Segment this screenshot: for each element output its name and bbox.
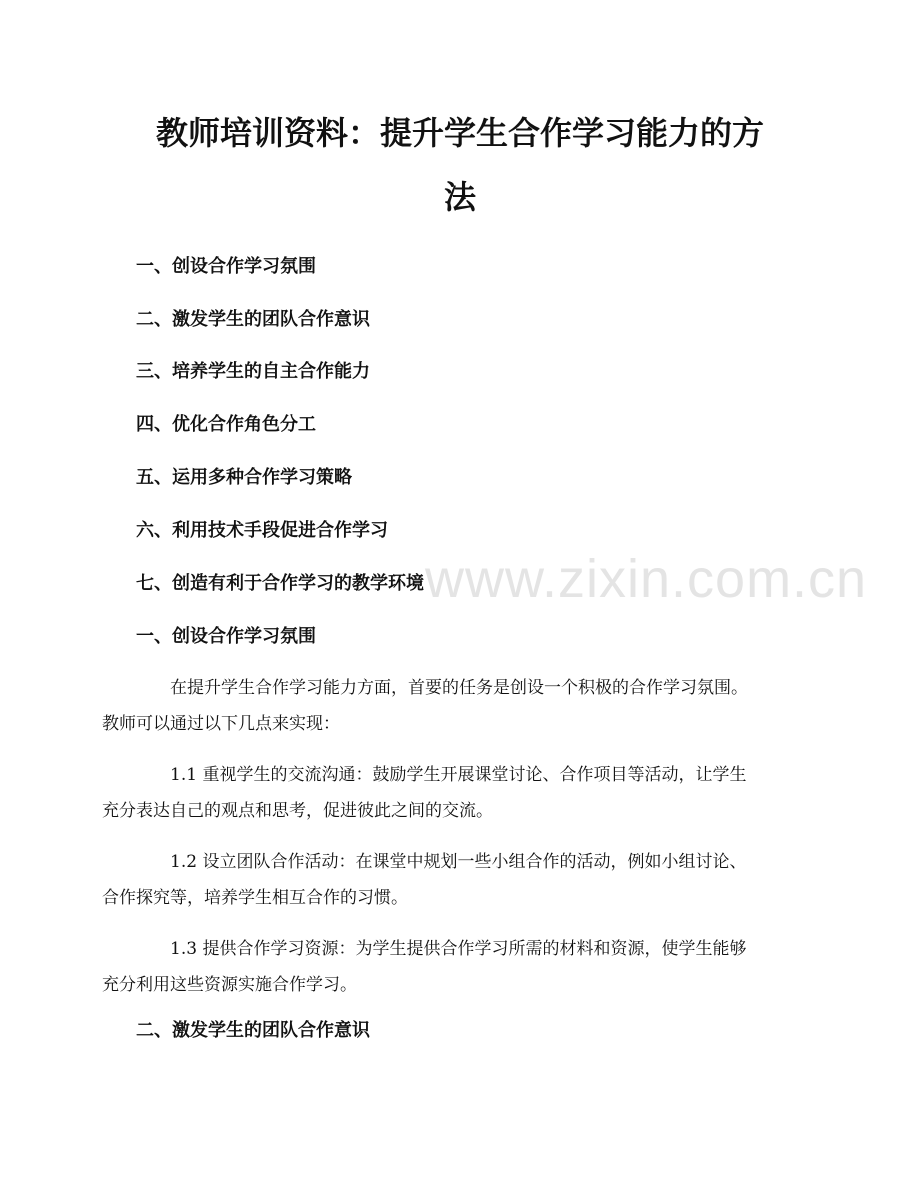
watermark: www.zixin.com.cn	[425, 549, 868, 609]
paragraph-1-2-line-1: 1.2 设立团队合作活动：在课堂中规划一些小组合作的活动，例如小组讨论、	[170, 852, 747, 872]
paragraph-1-1	[102, 757, 784, 829]
document-title-line-2: 法	[443, 178, 476, 216]
paragraph-1-3-line-2: 充分利用这些资源实施合作学习。	[102, 975, 357, 995]
paragraph-1-2-line-2: 合作探究等，培养学生相互合作的习惯。	[102, 888, 408, 908]
paragraph-1-2	[102, 844, 784, 916]
toc-item-3: 三、培养学生的自主合作能力	[136, 361, 370, 382]
toc-item-4: 四、优化合作角色分工	[136, 414, 316, 435]
paragraph-1-1-line-1: 1.1 重视学生的交流沟通：鼓励学生开展课堂讨论、合作项目等活动，让学生	[170, 765, 747, 785]
toc-item-6: 六、利用技术手段促进合作学习	[136, 520, 388, 541]
section-1-intro-line-2: 教师可以通过以下几点来实现：	[102, 714, 340, 734]
section-1-intro	[102, 670, 784, 742]
section-2-heading: 二、激发学生的团队合作意识	[136, 1020, 370, 1041]
section-1-heading: 一、创设合作学习氛围	[136, 626, 316, 647]
paragraph-1-1-line-2: 充分表达自己的观点和思考，促进彼此之间的交流。	[102, 801, 493, 821]
paragraph-1-3-line-1: 1.3 提供合作学习资源：为学生提供合作学习所需的材料和资源，使学生能够	[170, 939, 747, 959]
paragraph-1-3	[102, 931, 784, 1003]
document-title-line-1: 教师培训资料：提升学生合作学习能力的方	[155, 114, 764, 152]
toc-item-1: 一、创设合作学习氛围	[136, 256, 316, 277]
toc-item-5: 五、运用多种合作学习策略	[136, 467, 352, 488]
toc-item-7: 七、创造有利于合作学习的教学环境	[136, 573, 424, 594]
toc-item-2: 二、激发学生的团队合作意识	[136, 309, 370, 330]
section-1-intro-line-1: 在提升学生合作学习能力方面，首要的任务是创设一个积极的合作学习氛围。	[170, 678, 748, 698]
